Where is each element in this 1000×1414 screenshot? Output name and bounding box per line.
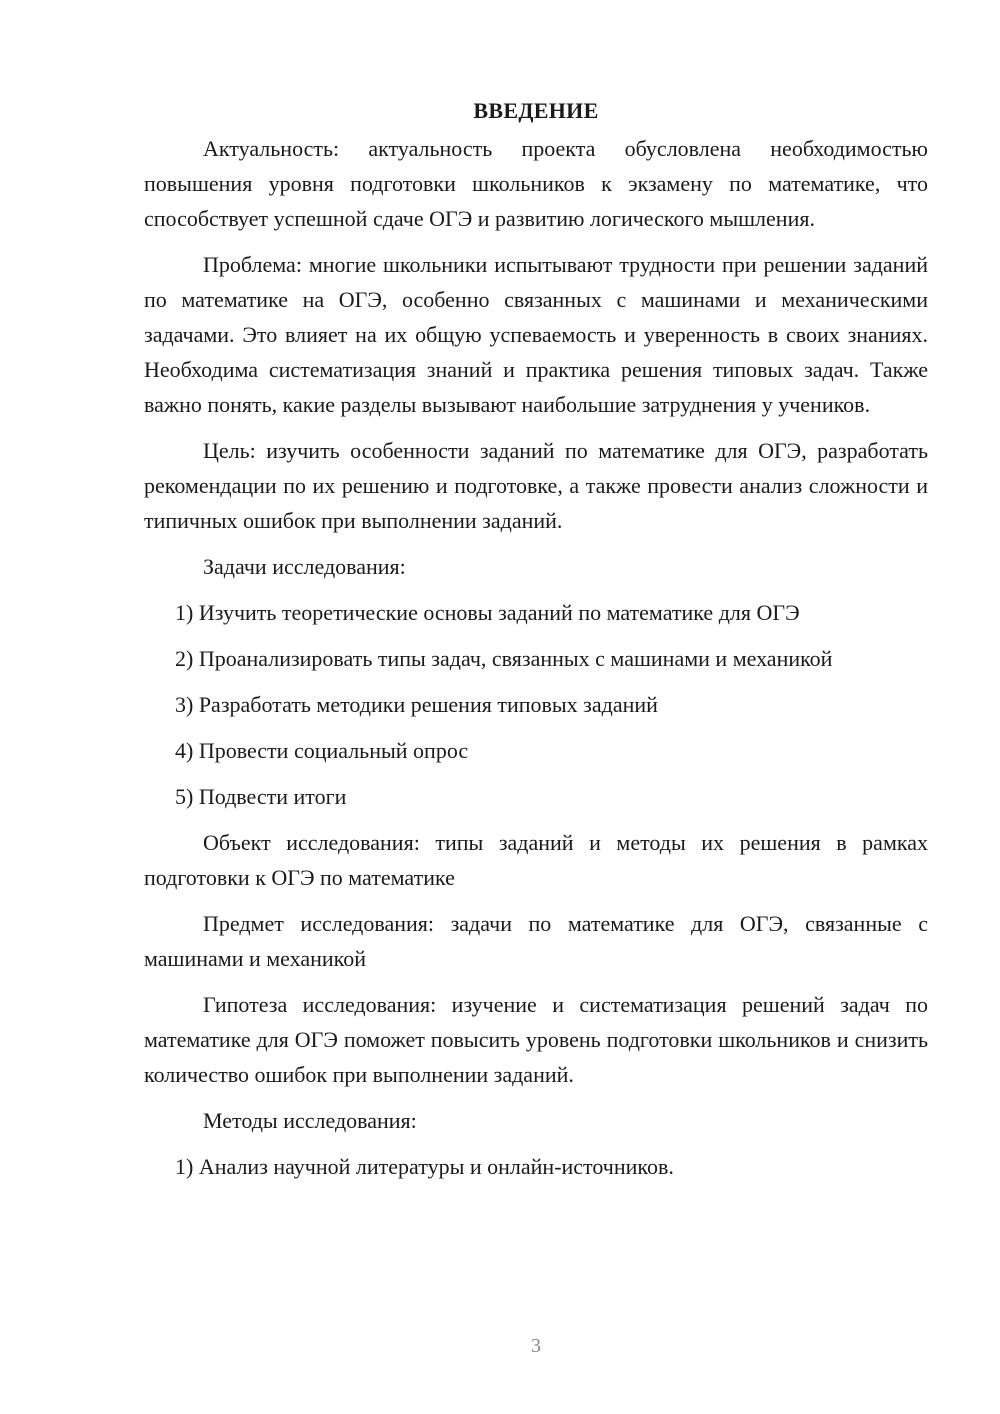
list-item: 5) Подвести итоги <box>175 784 347 809</box>
list-item: 1) Анализ научной литературы и онлайн-источников. <box>175 1154 674 1179</box>
object-paragraph: Объект исследования: типы заданий и методы их решения в рамках подготовки к ОГЭ по математике <box>144 830 928 890</box>
list-item: 1) Изучить теоретические основы заданий по математике для ОГЭ <box>175 600 800 625</box>
list-item: 3) Разработать методики решения типовых заданий <box>175 692 658 717</box>
problem-paragraph: Проблема: многие школьники испытывают трудности при решении заданий по математике на ОГЭ, особенно связанных с машинами и механическими задачами. Это влияет на их общую успеваемость и уверенность в своих знаниях. Необходима систематизация знаний и практика решения типовых задач. Также важно понять, какие разделы вызывают наибольшие затруднения у учеников. <box>144 252 928 417</box>
goal-paragraph: Цель: изучить особенности заданий по математике для ОГЭ, разработать рекомендации по их решению и подготовке, а также провести анализ сложности и типичных ошибок при выполнении заданий. <box>144 438 928 533</box>
methods-list <box>144 1149 928 1184</box>
list-item: 4) Провести социальный опрос <box>175 738 469 763</box>
list-item: 2) Проанализировать типы задач, связанных с машинами и механикой <box>175 646 833 671</box>
tasks-heading: Задачи исследования: <box>203 554 406 579</box>
hypothesis-paragraph: Гипотеза исследования: изучение и систематизация решений задач по математике для ОГЭ поможет повысить уровень подготовки школьников и снизить количество ошибок при выполнении заданий. <box>144 992 928 1087</box>
page-title: ВВЕДЕНИЕ <box>473 98 599 123</box>
relevance-paragraph: Актуальность: актуальность проекта обусловлена необходимостью повышения уровня подготовки школьников к экзамену по математике, что способствует успешной сдаче ОГЭ и развитию логического мышления. <box>144 136 928 231</box>
page-number: 3 <box>531 1335 541 1357</box>
methods-heading: Методы исследования: <box>203 1108 417 1133</box>
tasks-list <box>144 595 928 814</box>
document-page <box>144 95 928 1195</box>
subject-paragraph: Предмет исследования: задачи по математике для ОГЭ, связанные с машинами и механикой <box>144 911 928 971</box>
